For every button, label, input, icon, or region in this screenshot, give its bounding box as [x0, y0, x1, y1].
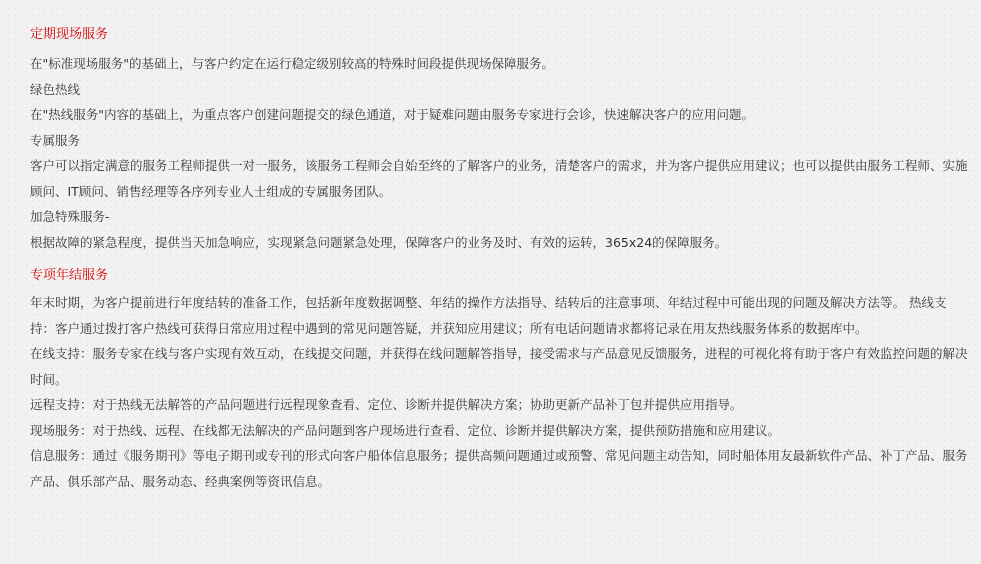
paragraph: 信息服务：通过《服务期刊》等电子期刊或专刊的形式向客户船体信息服务；提供高频问题通过或预警、常见问题主动告知，同时船体用友最新软件产品、补丁产品、服务产品、俱乐部产品、服务动态、经典案例等资讯信息。	[30, 448, 968, 489]
paragraph: 在线支持：服务专家在线与客户实现有效互动，在线提交问题，并获得在线问题解答指导，接受需求与产品意见反馈服务，进程的可视化将有助于客户有效监控问题的解决时间。	[30, 346, 968, 387]
subheading-dedicated-service: 专属服务	[30, 132, 81, 148]
paragraph: 远程支持：对于热线无法解答的产品问题进行远程现象查看、定位、诊断并提供解决方案；协助更新产品补丁包并提供应用指导。	[30, 397, 743, 412]
section-title: 专项年结服务	[30, 268, 109, 283]
paragraph: 根据故障的紧急程度，提供当天加急响应，实现紧急问题紧急处理，保障客户的业务及时、有效的运转，365x24的保障服务。	[30, 234, 728, 250]
paragraph: 在"热线服务"内容的基础上，为重点客户创建问题提交的绿色通道，对于疑难问题由服务专家进行会诊，快速解决客户的应用问题。	[30, 107, 755, 122]
subheading-urgent-service: 加急特殊服务-	[30, 209, 110, 224]
section-scheduled-onsite-service	[30, 24, 970, 255]
content-area	[30, 24, 970, 494]
paragraph: 现场服务：对于热线、远程、在线都无法解决的产品问题到客户现场进行查看、定位、诊断并提供解决方案，提供预防措施和应用建议。	[30, 422, 781, 438]
section-title: 定期现场服务	[30, 27, 109, 42]
section-year-end-service	[30, 265, 970, 494]
subheading-green-hotline: 绿色热线	[30, 81, 81, 97]
paragraph: 在"标准现场服务"的基础上，与客户约定在运行稳定级别较高的特殊时间段提供现场保障服务。	[30, 56, 555, 71]
paragraph: 客户可以指定满意的服务工程师提供一对一服务，该服务工程师会自始至终的了解客户的业务，清楚客户的需求，并为客户提供应用建议；也可以提供由服务工程师、实施顾问、IT顾问、销售经理等各序列专业人士组成的专属服务团队。	[30, 158, 968, 199]
paragraph: 年末时期，为客户提前进行年度结转的准备工作，包括新年度数据调整、年结的操作方法指导、结转后的注意事项、年结过程中可能出现的问题及解决方法等。 热线支持：客户通过拨打客户热线可获得日常应用过程中遇到的常见问题答疑，并获知应用建议；所有电话问题请求都将记录在用友热线服务体系的数据库中。	[30, 295, 947, 336]
